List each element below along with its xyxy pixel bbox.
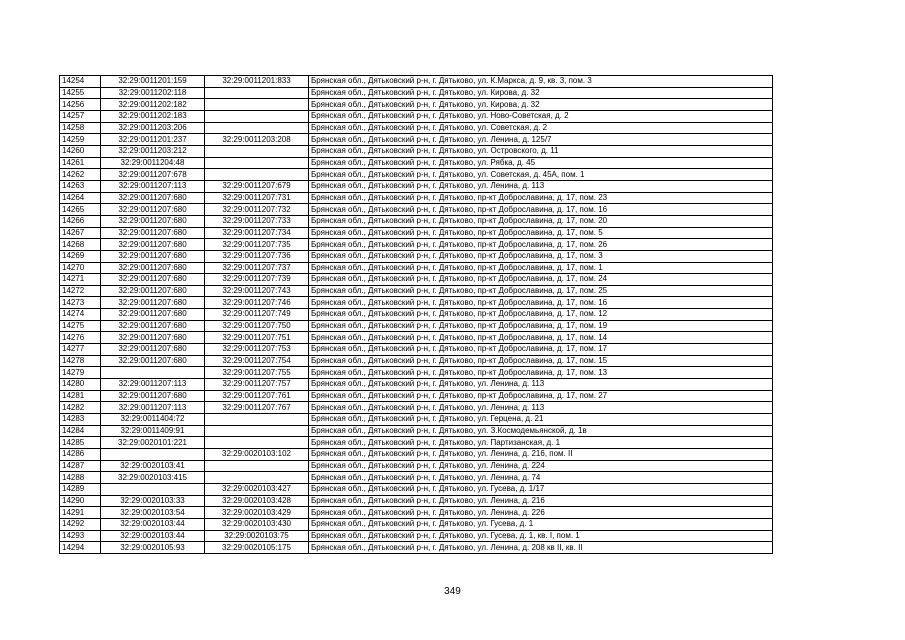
address-cell: Брянская обл., Дятьковский р-н, г. Дятьково, пр-кт Доброславина, д. 17, пом. 3 <box>309 250 773 262</box>
row-number-cell: 14288 <box>60 472 101 484</box>
table-row <box>60 297 773 309</box>
address-cell: Брянская обл., Дятьковский р-н, г. Дятьково, ул. Ленина, д. 113 <box>309 180 773 192</box>
table-row <box>60 145 773 157</box>
row-number-cell: 14257 <box>60 110 101 122</box>
table-row <box>60 99 773 111</box>
row-number-cell: 14290 <box>60 495 101 507</box>
row-number-cell: 14270 <box>60 262 101 274</box>
table-row <box>60 379 773 391</box>
cadastral-number-cell: 32:29:0011201:237 <box>101 134 205 146</box>
cadastral-number-cell: 32:29:0020103:41 <box>101 460 205 472</box>
premises-cadastral-number-cell <box>205 122 309 134</box>
address-cell: Брянская обл., Дятьковский р-н, г. Дятьково, ул. Ленина, д. 226 <box>309 507 773 519</box>
row-number-cell: 14255 <box>60 87 101 99</box>
cadastral-number-cell: 32:29:0011203:212 <box>101 145 205 157</box>
premises-cadastral-number-cell: 32:29:0011207:750 <box>205 320 309 332</box>
table-row <box>60 542 773 554</box>
table-row <box>60 239 773 251</box>
cadastral-number-cell: 32:29:0011207:680 <box>101 262 205 274</box>
address-cell: Брянская обл., Дятьковский р-н, г. Дятьково, пр-кт Доброславина, д. 17, пом. 19 <box>309 320 773 332</box>
table-row <box>60 157 773 169</box>
address-cell: Брянская обл., Дятьковский р-н, г. Дятьково, пр-кт Доброславина, д. 17, пом. 24 <box>309 274 773 286</box>
premises-cadastral-number-cell: 32:29:0011207:733 <box>205 215 309 227</box>
cadastral-number-cell: 32:29:0011207:680 <box>101 344 205 356</box>
row-number-cell: 14285 <box>60 437 101 449</box>
address-cell: Брянская обл., Дятьковский р-н, г. Дятьково, ул. Гусева, д. 1 <box>309 518 773 530</box>
row-number-cell: 14278 <box>60 355 101 367</box>
premises-cadastral-number-cell <box>205 460 309 472</box>
cadastral-number-cell: 32:29:0011203:206 <box>101 122 205 134</box>
address-cell: Брянская обл., Дятьковский р-н, г. Дятьково, ул. К.Маркса, д. 9, кв. 3, пом. 3 <box>309 76 773 88</box>
premises-cadastral-number-cell: 32:29:0011207:737 <box>205 262 309 274</box>
table-row <box>60 204 773 216</box>
cadastral-number-cell: 32:29:0020101:221 <box>101 437 205 449</box>
row-number-cell: 14276 <box>60 332 101 344</box>
address-cell: Брянская обл., Дятьковский р-н, г. Дятьково, пр-кт Доброславина, д. 17, пом. 5 <box>309 227 773 239</box>
premises-cadastral-number-cell: 32:29:0011207:743 <box>205 285 309 297</box>
cadastral-number-cell: 32:29:0011207:680 <box>101 204 205 216</box>
premises-cadastral-number-cell <box>205 145 309 157</box>
cadastral-number-cell: 32:29:0011207:680 <box>101 320 205 332</box>
premises-cadastral-number-cell: 32:29:0011207:736 <box>205 250 309 262</box>
premises-cadastral-number-cell: 32:29:0011207:731 <box>205 192 309 204</box>
cadastral-number-cell: 32:29:0011202:182 <box>101 99 205 111</box>
table-row <box>60 110 773 122</box>
premises-cadastral-number-cell: 32:29:0011207:734 <box>205 227 309 239</box>
table-row <box>60 460 773 472</box>
cadastral-number-cell: 32:29:0020103:415 <box>101 472 205 484</box>
cadastral-number-cell: 32:29:0011207:680 <box>101 274 205 286</box>
cadastral-number-cell <box>101 367 205 379</box>
address-cell: Брянская обл., Дятьковский р-н, г. Дятьково, пр-кт Доброславина, д. 17, пом. 26 <box>309 239 773 251</box>
row-number-cell: 14254 <box>60 76 101 88</box>
row-number-cell: 14269 <box>60 250 101 262</box>
premises-cadastral-number-cell <box>205 169 309 181</box>
row-number-cell: 14283 <box>60 414 101 426</box>
table-row <box>60 250 773 262</box>
table-row <box>60 134 773 146</box>
premises-cadastral-number-cell <box>205 87 309 99</box>
table-row <box>60 227 773 239</box>
row-number-cell: 14275 <box>60 320 101 332</box>
address-cell: Брянская обл., Дятьковский р-н, г. Дятьково, пр-кт Доброславина, д. 17, пом. 27 <box>309 390 773 402</box>
address-cell: Брянская обл., Дятьковский р-н, г. Дятьково, ул. Кирова, д. 32 <box>309 87 773 99</box>
address-cell: Брянская обл., Дятьковский р-н, г. Дятьково, пр-кт Доброславина, д. 17, пом. 13 <box>309 367 773 379</box>
row-number-cell: 14282 <box>60 402 101 414</box>
premises-cadastral-number-cell: 32:29:0011207:749 <box>205 309 309 321</box>
table-row <box>60 309 773 321</box>
address-cell: Брянская обл., Дятьковский р-н, г. Дятьково, ул. Ленина, д. 208 кв II, кв. II <box>309 542 773 554</box>
cadastral-number-cell: 32:29:0011202:118 <box>101 87 205 99</box>
row-number-cell: 14292 <box>60 518 101 530</box>
cadastral-number-cell: 32:29:0011207:113 <box>101 402 205 414</box>
address-cell: Брянская обл., Дятьковский р-н, г. Дятьково, пр-кт Доброславина, д. 17, пом. 14 <box>309 332 773 344</box>
table-row <box>60 76 773 88</box>
address-cell: Брянская обл., Дятьковский р-н, г. Дятьково, ул. Партизанская, д. 1 <box>309 437 773 449</box>
premises-cadastral-number-cell: 32:29:0020103:75 <box>205 530 309 542</box>
cadastral-number-cell: 32:29:0020103:54 <box>101 507 205 519</box>
row-number-cell: 14258 <box>60 122 101 134</box>
cadastral-number-cell: 32:29:0011404:72 <box>101 414 205 426</box>
premises-cadastral-number-cell: 32:29:0011207:767 <box>205 402 309 414</box>
address-cell: Брянская обл., Дятьковский р-н, г. Дятьково, пр-кт Доброславина, д. 17, пом. 20 <box>309 215 773 227</box>
row-number-cell: 14263 <box>60 180 101 192</box>
table-row <box>60 87 773 99</box>
address-cell: Брянская обл., Дятьковский р-н, г. Дятьково, ул. Ленина, д. 113 <box>309 379 773 391</box>
premises-cadastral-number-cell <box>205 99 309 111</box>
address-cell: Брянская обл., Дятьковский р-н, г. Дятьково, ул. Гусева, д. 1, кв. I, пом. 1 <box>309 530 773 542</box>
table-row <box>60 215 773 227</box>
table-row <box>60 437 773 449</box>
row-number-cell: 14268 <box>60 239 101 251</box>
cadastral-number-cell: 32:29:0011207:680 <box>101 215 205 227</box>
cadastral-number-cell: 32:29:0011207:113 <box>101 379 205 391</box>
row-number-cell: 14256 <box>60 99 101 111</box>
premises-cadastral-number-cell: 32:29:0020103:430 <box>205 518 309 530</box>
address-cell: Брянская обл., Дятьковский р-н, г. Дятьково, ул. Кирова, д. 32 <box>309 99 773 111</box>
premises-cadastral-number-cell: 32:29:0020105:175 <box>205 542 309 554</box>
address-cell: Брянская обл., Дятьковский р-н, г. Дятьково, ул. Гусева, д. 1/17 <box>309 483 773 495</box>
row-number-cell: 14293 <box>60 530 101 542</box>
premises-cadastral-number-cell: 32:29:0020103:429 <box>205 507 309 519</box>
row-number-cell: 14260 <box>60 145 101 157</box>
cadastral-number-cell: 32:29:0011207:680 <box>101 309 205 321</box>
table-row <box>60 320 773 332</box>
cadastral-number-cell: 32:29:0011207:680 <box>101 390 205 402</box>
premises-cadastral-number-cell <box>205 110 309 122</box>
table-row <box>60 530 773 542</box>
page-number: 349 <box>444 586 461 597</box>
premises-cadastral-number-cell: 32:29:0011207:757 <box>205 379 309 391</box>
registry-table-body <box>60 76 773 554</box>
row-number-cell: 14281 <box>60 390 101 402</box>
table-row <box>60 518 773 530</box>
premises-cadastral-number-cell: 32:29:0011207:732 <box>205 204 309 216</box>
table-row <box>60 274 773 286</box>
row-number-cell: 14264 <box>60 192 101 204</box>
cadastral-number-cell: 32:29:0011409:91 <box>101 425 205 437</box>
cadastral-number-cell: 32:29:0011201:159 <box>101 76 205 88</box>
address-cell: Брянская обл., Дятьковский р-н, г. Дятьково, ул. Ново-Советская, д. 2 <box>309 110 773 122</box>
cadastral-number-cell: 32:29:0011207:680 <box>101 297 205 309</box>
table-row <box>60 402 773 414</box>
row-number-cell: 14265 <box>60 204 101 216</box>
cadastral-number-cell: 32:29:0011207:680 <box>101 227 205 239</box>
premises-cadastral-number-cell: 32:29:0011207:735 <box>205 239 309 251</box>
table-row <box>60 169 773 181</box>
table-row <box>60 332 773 344</box>
cadastral-number-cell: 32:29:0011207:113 <box>101 180 205 192</box>
cadastral-number-cell: 32:29:0020103:33 <box>101 495 205 507</box>
row-number-cell: 14261 <box>60 157 101 169</box>
table-row <box>60 355 773 367</box>
premises-cadastral-number-cell <box>205 414 309 426</box>
premises-cadastral-number-cell: 32:29:0011207:761 <box>205 390 309 402</box>
table-row <box>60 483 773 495</box>
premises-cadastral-number-cell: 32:29:0011207:754 <box>205 355 309 367</box>
premises-cadastral-number-cell <box>205 157 309 169</box>
cadastral-number-cell: 32:29:0011207:680 <box>101 355 205 367</box>
address-cell: Брянская обл., Дятьковский р-н, г. Дятьково, пр-кт Доброславина, д. 17, пом. 25 <box>309 285 773 297</box>
row-number-cell: 14277 <box>60 344 101 356</box>
address-cell: Брянская обл., Дятьковский р-н, г. Дятьково, пр-кт Доброславина, д. 17, пом. 12 <box>309 309 773 321</box>
row-number-cell: 14262 <box>60 169 101 181</box>
premises-cadastral-number-cell: 32:29:0020103:427 <box>205 483 309 495</box>
premises-cadastral-number-cell: 32:29:0011207:746 <box>205 297 309 309</box>
table-row <box>60 449 773 461</box>
address-cell: Брянская обл., Дятьковский р-н, г. Дятьково, пр-кт Доброславина, д. 17, пом. 17 <box>309 344 773 356</box>
cadastral-number-cell: 32:29:0020103:44 <box>101 518 205 530</box>
cadastral-number-cell: 32:29:0020103:44 <box>101 530 205 542</box>
address-cell: Брянская обл., Дятьковский р-н, г. Дятьково, ул. Ленина, д. 224 <box>309 460 773 472</box>
address-cell: Брянская обл., Дятьковский р-н, г. Дятьково, пр-кт Доброславина, д. 17, пом. 1 <box>309 262 773 274</box>
row-number-cell: 14287 <box>60 460 101 472</box>
cadastral-number-cell: 32:29:0011207:680 <box>101 250 205 262</box>
cadastral-number-cell: 32:29:0011207:680 <box>101 332 205 344</box>
row-number-cell: 14271 <box>60 274 101 286</box>
table-row <box>60 180 773 192</box>
table-row <box>60 414 773 426</box>
premises-cadastral-number-cell: 32:29:0011207:751 <box>205 332 309 344</box>
registry-table <box>59 75 773 554</box>
row-number-cell: 14291 <box>60 507 101 519</box>
cadastral-number-cell: 32:29:0011204:48 <box>101 157 205 169</box>
cadastral-number-cell: 32:29:0011207:680 <box>101 192 205 204</box>
premises-cadastral-number-cell: 32:29:0020103:102 <box>205 449 309 461</box>
address-cell: Брянская обл., Дятьковский р-н, г. Дятьково, ул. Советская, д. 45А, пом. 1 <box>309 169 773 181</box>
row-number-cell: 14274 <box>60 309 101 321</box>
table-row <box>60 367 773 379</box>
address-cell: Брянская обл., Дятьковский р-н, г. Дятьково, ул. Островского, д. 11 <box>309 145 773 157</box>
premises-cadastral-number-cell: 32:29:0011203:208 <box>205 134 309 146</box>
table-row <box>60 344 773 356</box>
row-number-cell: 14284 <box>60 425 101 437</box>
row-number-cell: 14286 <box>60 449 101 461</box>
row-number-cell: 14280 <box>60 379 101 391</box>
table-row <box>60 425 773 437</box>
table-row <box>60 390 773 402</box>
address-cell: Брянская обл., Дятьковский р-н, г. Дятьково, ул. Ленина, д. 216, пом. II <box>309 449 773 461</box>
row-number-cell: 14272 <box>60 285 101 297</box>
address-cell: Брянская обл., Дятьковский р-н, г. Дятьково, ул. З.Космодемьянской, д. 1в <box>309 425 773 437</box>
premises-cadastral-number-cell <box>205 437 309 449</box>
cadastral-number-cell: 32:29:0020105:93 <box>101 542 205 554</box>
premises-cadastral-number-cell: 32:29:0011207:753 <box>205 344 309 356</box>
premises-cadastral-number-cell <box>205 472 309 484</box>
premises-cadastral-number-cell: 32:29:0011207:679 <box>205 180 309 192</box>
premises-cadastral-number-cell: 32:29:0011207:739 <box>205 274 309 286</box>
table-row <box>60 495 773 507</box>
cadastral-number-cell <box>101 483 205 495</box>
table-row <box>60 285 773 297</box>
address-cell: Брянская обл., Дятьковский р-н, г. Дятьково, пр-кт Доброславина, д. 17, пом. 23 <box>309 192 773 204</box>
table-row <box>60 262 773 274</box>
cadastral-number-cell: 32:29:0011207:680 <box>101 285 205 297</box>
address-cell: Брянская обл., Дятьковский р-н, г. Дятьково, ул. Ленина, д. 74 <box>309 472 773 484</box>
cadastral-number-cell <box>101 449 205 461</box>
address-cell: Брянская обл., Дятьковский р-н, г. Дятьково, ул. Ленина, д. 216 <box>309 495 773 507</box>
premises-cadastral-number-cell: 32:29:0020103:428 <box>205 495 309 507</box>
cadastral-number-cell: 32:29:0011207:678 <box>101 169 205 181</box>
row-number-cell: 14266 <box>60 215 101 227</box>
premises-cadastral-number-cell: 32:29:0011201:833 <box>205 76 309 88</box>
row-number-cell: 14279 <box>60 367 101 379</box>
row-number-cell: 14267 <box>60 227 101 239</box>
address-cell: Брянская обл., Дятьковский р-н, г. Дятьково, пр-кт Доброславина, д. 17, пом. 16 <box>309 297 773 309</box>
row-number-cell: 14273 <box>60 297 101 309</box>
table-row <box>60 122 773 134</box>
address-cell: Брянская обл., Дятьковский р-н, г. Дятьково, ул. Герцена, д. 21 <box>309 414 773 426</box>
premises-cadastral-number-cell: 32:29:0011207:755 <box>205 367 309 379</box>
address-cell: Брянская обл., Дятьковский р-н, г. Дятьково, ул. Рябка, д. 45 <box>309 157 773 169</box>
address-cell: Брянская обл., Дятьковский р-н, г. Дятьково, ул. Советская, д. 2 <box>309 122 773 134</box>
address-cell: Брянская обл., Дятьковский р-н, г. Дятьково, ул. Ленина, д. 113 <box>309 402 773 414</box>
cadastral-number-cell: 32:29:0011207:680 <box>101 239 205 251</box>
row-number-cell: 14294 <box>60 542 101 554</box>
table-row <box>60 507 773 519</box>
row-number-cell: 14259 <box>60 134 101 146</box>
cadastral-number-cell: 32:29:0011202:183 <box>101 110 205 122</box>
address-cell: Брянская обл., Дятьковский р-н, г. Дятьково, пр-кт Доброславина, д. 17, пом. 16 <box>309 204 773 216</box>
table-row <box>60 472 773 484</box>
row-number-cell: 14289 <box>60 483 101 495</box>
table-row <box>60 192 773 204</box>
address-cell: Брянская обл., Дятьковский р-н, г. Дятьково, пр-кт Доброславина, д. 17, пом. 15 <box>309 355 773 367</box>
premises-cadastral-number-cell <box>205 425 309 437</box>
address-cell: Брянская обл., Дятьковский р-н, г. Дятьково, ул. Ленина, д. 125/7 <box>309 134 773 146</box>
